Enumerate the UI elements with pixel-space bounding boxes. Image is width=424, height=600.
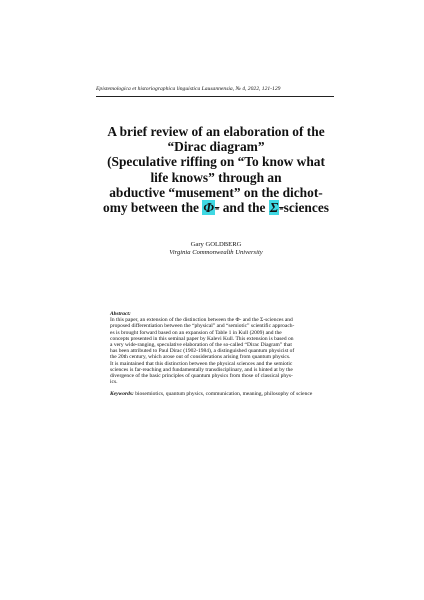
paper-title bbox=[96, 124, 336, 215]
abstract-line: es is brought forward based on an expansion of Table 1 in Kull (2009) and the bbox=[110, 329, 282, 336]
journal-issue: , № 4, 2022, 121-129 bbox=[232, 86, 281, 92]
journal-header bbox=[96, 86, 336, 93]
title-line-3: (Speculative riffing on “To know what bbox=[107, 154, 325, 170]
author-name: Gary GOLDBERG bbox=[190, 241, 242, 248]
abstract-line: It is maintained that this distinction between the physical sciences and the semiotic bbox=[110, 360, 293, 367]
keywords-colon: : bbox=[132, 391, 134, 398]
abstract-line: a very wide-ranging, speculative elaboration of the so-called “Dirac Diagram” that bbox=[110, 342, 292, 349]
abstract-line: ics. bbox=[110, 379, 118, 386]
title-line-6-end: sciences bbox=[283, 200, 329, 216]
title-line-4: life knows” through an bbox=[150, 169, 282, 185]
author-block bbox=[96, 241, 336, 257]
title-line-1: A brief review of an elaboration of the bbox=[107, 124, 325, 139]
header-divider bbox=[96, 96, 334, 97]
abstract-label: Abstract bbox=[110, 311, 129, 317]
title-line-6-mid: and the bbox=[219, 200, 269, 216]
sigma-hyphen: - bbox=[279, 200, 284, 216]
journal-name: Epistemologica et historiographica linguistica Lausannensia bbox=[96, 86, 233, 92]
abstract-line: the 20th century, which arose out of considerations arising from quantum physics. bbox=[110, 354, 291, 361]
phi-highlight: Φ bbox=[203, 200, 214, 216]
keywords-text: biosemiotics, quantum physics, communication, meaning, philosophy of science bbox=[133, 391, 313, 398]
title-line-6 bbox=[96, 200, 336, 215]
author-affiliation: Virginia Commonwealth University bbox=[169, 249, 263, 256]
abstract-line: In this paper, an extension of the distinction between the Φ- and the Σ-sciences and bbox=[110, 317, 293, 324]
title-line-5: abductive “musement” on the dichot- bbox=[109, 184, 323, 200]
abstract-block bbox=[110, 311, 336, 398]
abstract-line: concepts presented in this seminal paper by Kalevi Kull. This extension is based on bbox=[110, 335, 294, 342]
phi-hyphen: - bbox=[214, 200, 220, 216]
sigma-highlight: Σ bbox=[269, 200, 279, 216]
keywords-label: Keywords bbox=[110, 391, 132, 398]
title-line-6-start: omy between the bbox=[103, 200, 203, 216]
abstract-line: has been attributed to Paul Dirac (1902-1984), a distinguished quantum physicist of bbox=[110, 348, 295, 355]
abstract-line: divergence of the basic principles of quantum physics from those of classical phys- bbox=[110, 373, 293, 380]
title-line-2: “Dirac diagram” bbox=[167, 139, 265, 155]
abstract-line: sciences is far-reaching and fundamentally transdisciplinary, and is hinted at by the bbox=[110, 366, 293, 373]
abstract-line: proposed differentiation between the “physical” and “semiotic” scientific approach- bbox=[110, 323, 295, 330]
abstract-colon: : bbox=[128, 311, 131, 317]
keywords-line bbox=[110, 391, 336, 397]
